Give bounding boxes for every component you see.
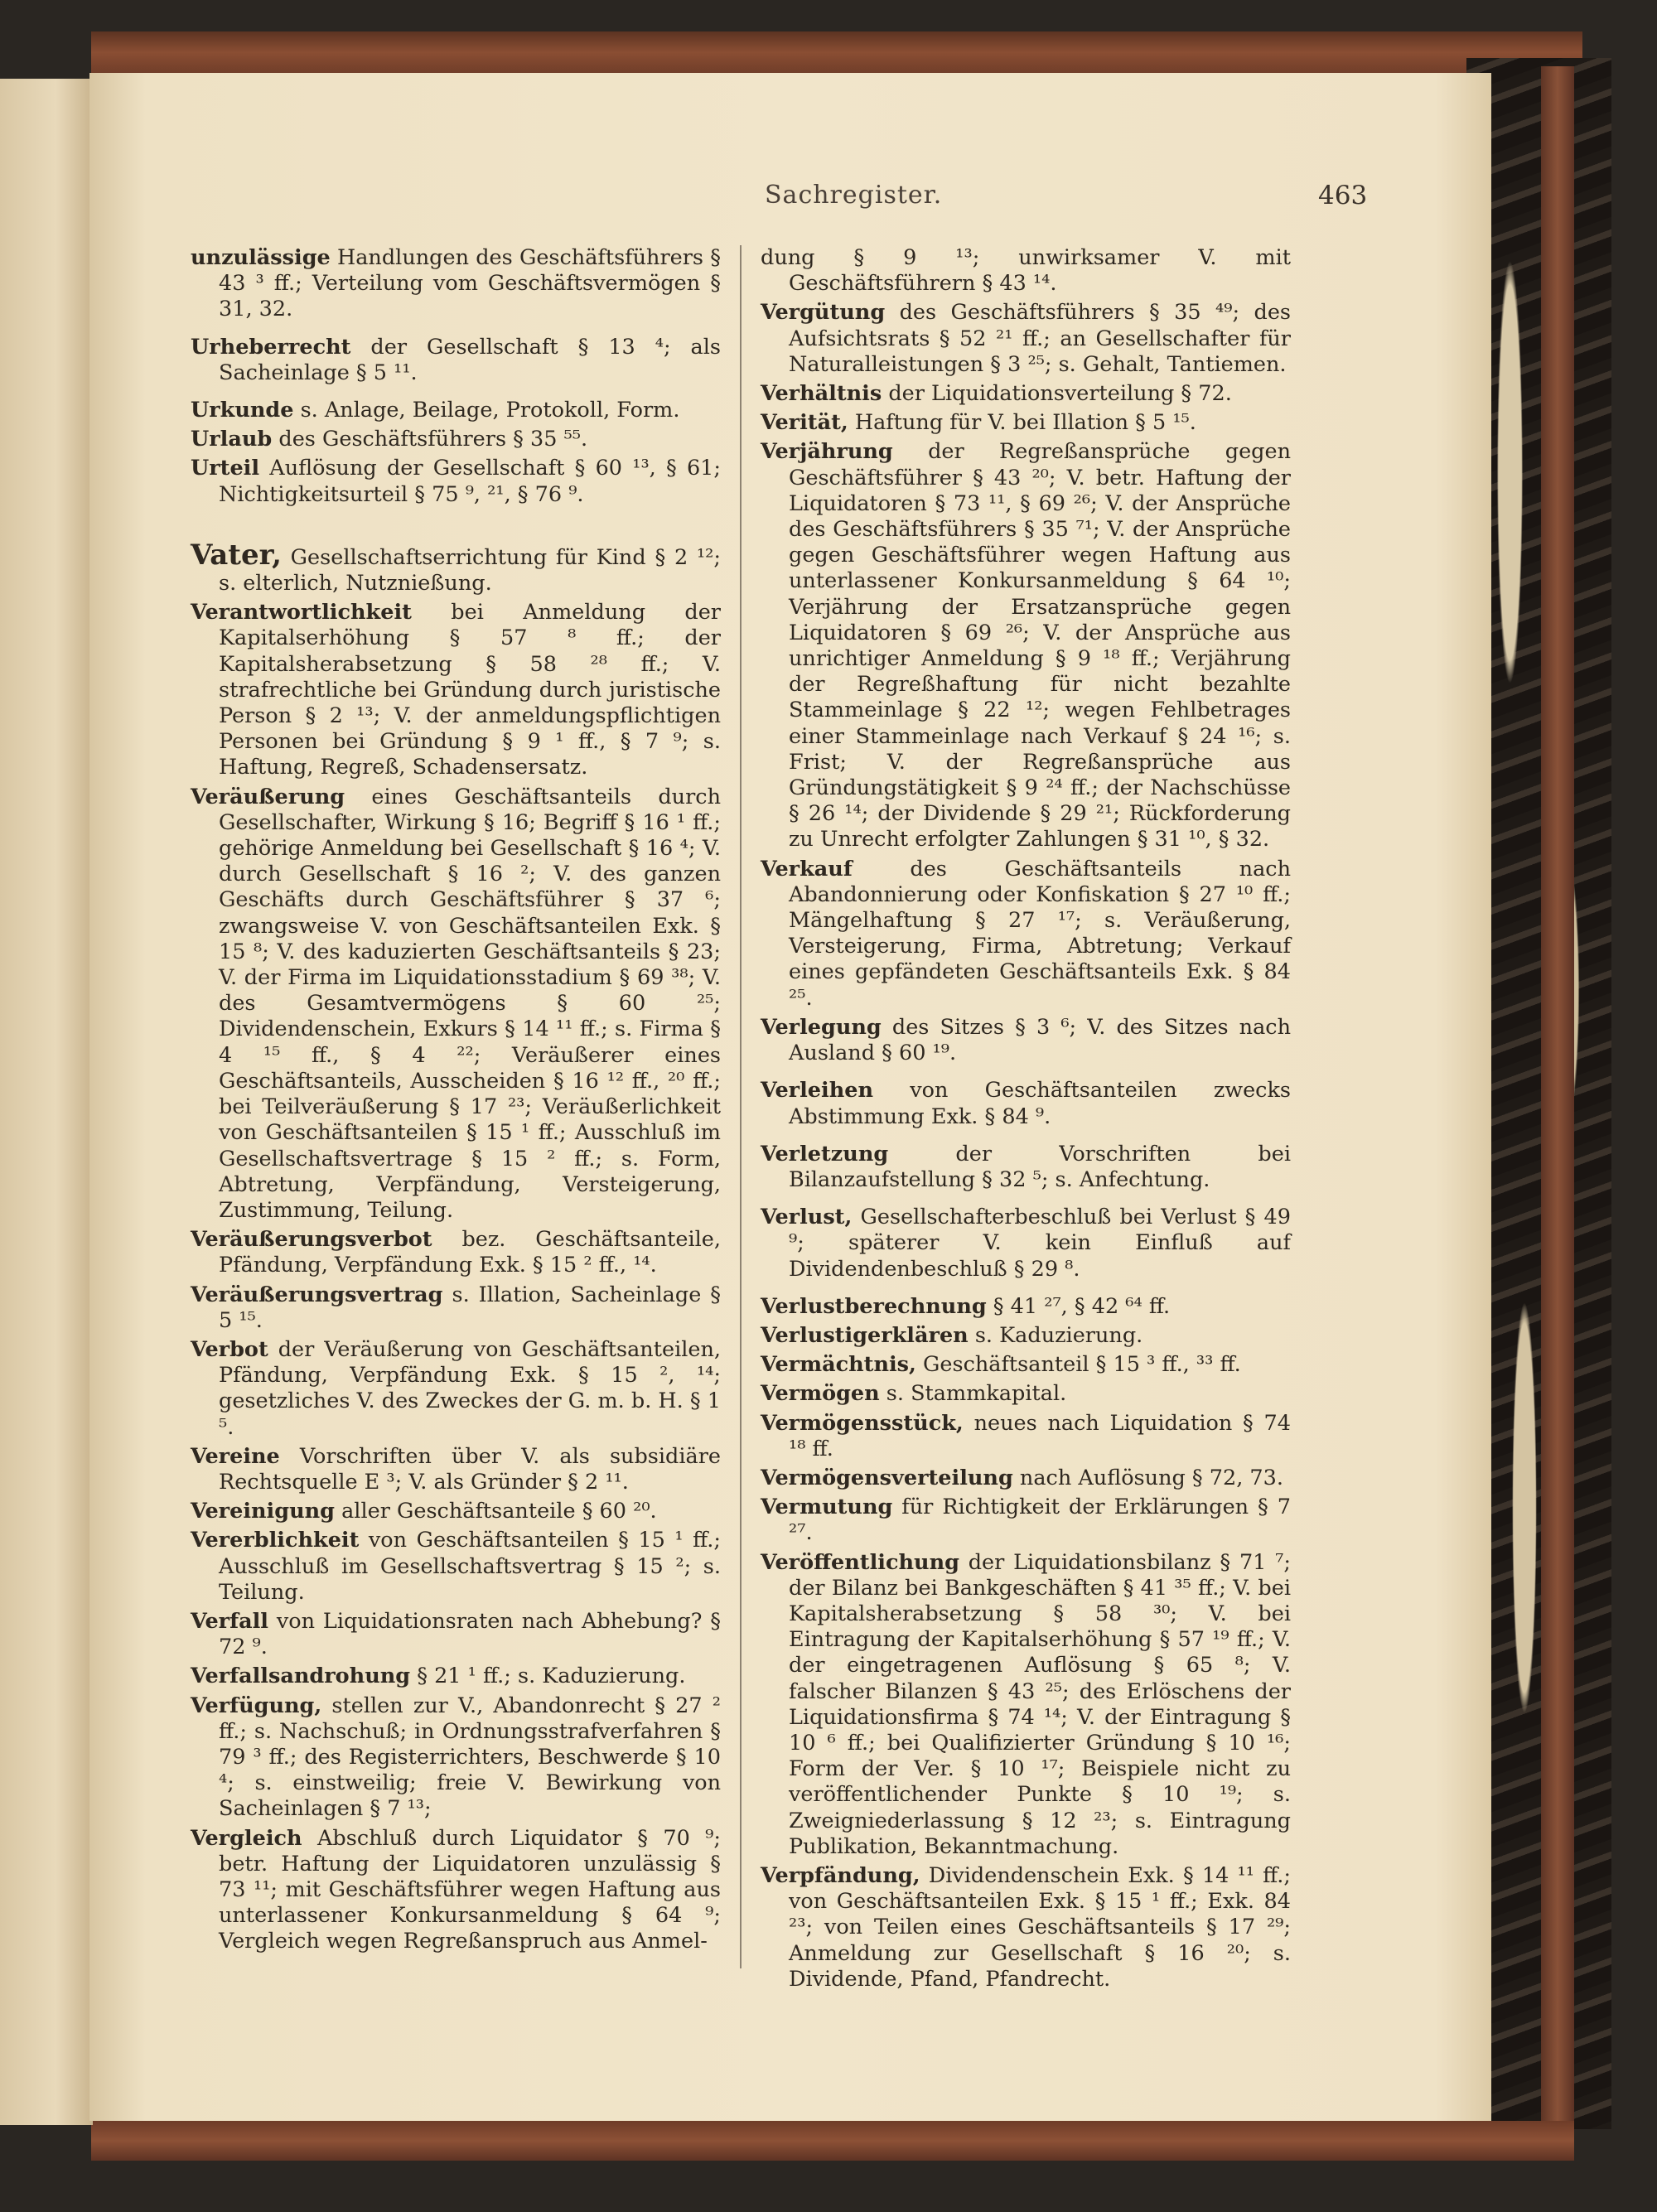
index-references: der Gesellschaft § 13 ⁴; als Sacheinlage § 5 ¹¹.	[219, 334, 721, 385]
index-entry	[191, 398, 721, 423]
index-headword: Vergleich	[191, 1825, 302, 1851]
index-references: stellen zur V., Abandonrecht § 27 ² ff.; s. Nachschuß; in Ordnungsstrafverfahren § 79 ³ ff.; des Registerrichters, Beschwerde § 10 ⁴; s. einstweilig; freie V. Bewirkung von Sacheinlagen § 7 ¹³;	[219, 1693, 721, 1822]
index-headword: Verkauf	[761, 856, 853, 881]
index-references: s. Stammkapital.	[879, 1381, 1067, 1407]
facing-page-edge	[0, 79, 93, 2125]
index-entry	[191, 456, 721, 507]
index-entry	[191, 600, 721, 780]
index-headword: Veräußerung	[191, 784, 345, 809]
index-headword: Urteil	[191, 456, 260, 481]
index-headword: Verfall	[191, 1608, 268, 1634]
index-references: Geschäftsanteil § 15 ³ ff., ³³ ff.	[915, 1352, 1241, 1378]
index-references: nach Auflösung § 72, 73.	[1012, 1465, 1283, 1490]
index-references: neues nach Liquidation § 74 ¹⁸ ff.	[789, 1410, 1291, 1461]
book-binding-bottom	[91, 2121, 1574, 2161]
index-headword: Verhältnis	[761, 381, 882, 407]
index-entry	[191, 785, 721, 1224]
page-header	[89, 174, 1491, 224]
index-headword: Vermögensverteilung	[761, 1465, 1013, 1490]
index-entry	[191, 1499, 721, 1524]
index-entry	[761, 1015, 1291, 1066]
index-headword: Vermutung	[761, 1495, 893, 1520]
index-entry	[191, 1826, 721, 1955]
index-references: eines Geschäftsanteils durch Gesellschafter, Wirkung § 16; Begriff § 16 ¹ ff.; gehörige Anmeldung bei Gesellschaft § 16 ⁴; V. durch Gesellschaft § 16 ²; V. des ganzen Geschäfts durch Geschäftsführer § 37 ⁶; zwangsweise V. von Geschäftsanteilen Exk. § 15 ⁸; V. des kaduzierten Geschäftsanteils § 23; V. der Firma im Liquidationsstadium § 69 ³⁸; V. des Gesamtvermögens § 60 ²⁵; Dividendenschein, Exkurs § 14 ¹¹ ff.; s. Firma § 4 ¹⁵ ff., § 4 ²²; Veräußerer eines Geschäftsanteils, Ausscheiden § 16 ¹² ff., ²⁰ ff.; bei Teilveräußerung § 17 ²³; Veräußerlichkeit von Geschäftsanteilen § 15 ¹ ff.; Ausschluß im Gesellschaftsvertrage § 15 ² ff.; s. Form, Abtretung, Verpfändung, Versteigerung, Zustimmung, Teilung.	[219, 784, 721, 1223]
index-references: des Geschäftsführers § 35 ⁴⁹; des Aufsichtsrats § 52 ²¹ ff.; an Gesellschafter für Naturalleistungen § 3 ²⁵; s. Gehalt, Tantiemen.	[789, 300, 1291, 377]
column-divider	[740, 245, 742, 1968]
index-headword: Verletzung	[761, 1141, 889, 1166]
index-headword: Vereinigung	[191, 1499, 335, 1524]
index-headword: Verjährung	[761, 439, 893, 465]
index-references: Vorschriften über V. als subsidiäre Rechtsquelle E ³; V. als Gründer § 2 ¹¹.	[219, 1443, 721, 1495]
index-entry	[761, 1863, 1291, 1992]
index-headword: Vater,	[191, 538, 282, 572]
index-entry	[761, 245, 1291, 297]
index-entry	[761, 1381, 1291, 1407]
index-entry	[191, 427, 721, 452]
index-headword: Vergütung	[761, 300, 886, 326]
index-headword: Vermögensstück,	[761, 1410, 964, 1436]
index-entry	[761, 857, 1291, 1012]
index-references: s. Illation, Sacheinlage § 5 ¹⁵.	[219, 1282, 721, 1333]
index-references: § 41 ²⁷, § 42 ⁶⁴ ff.	[986, 1293, 1171, 1319]
index-entry	[761, 1466, 1291, 1491]
index-headword: Vereine	[191, 1443, 280, 1469]
index-headword: Urheberrecht	[191, 334, 351, 360]
index-headword: Verfügung,	[191, 1693, 322, 1718]
index-references: Handlungen des Geschäftsführers § 43 ³ ff.; Verteilung vom Geschäftsvermögen § 31, 32.	[219, 245, 721, 322]
index-headword: Urlaub	[191, 427, 273, 452]
index-references: des Geschäftsanteils nach Abandonnierung oder Konfiskation § 27 ¹⁰ ff.; Mängelhaftung § 27 ¹⁷; s. Veräußerung, Versteigerung, Firma, Abtretung; Verkauf eines gepfändeten Geschäftsanteils Exk. § 84 ²⁵.	[789, 856, 1291, 1011]
index-references: der Regreßansprüche gegen Geschäftsführer § 43 ²⁰; V. betr. Haftung der Liquidatoren § 73 ¹¹, § 69 ²⁶; V. der Ansprüche des Geschäftsführers § 35 ⁷¹; V. der Ansprüche gegen Geschäftsführer wegen Haftung aus unterlassener Konkursanmeldung § 64 ¹⁰; Verjährung der Ersatzansprüche gegen Liquidatoren § 69 ²⁶; V. der Ansprüche aus unrichtiger Anmeldung § 9 ¹⁸ ff.; Verjährung der Regreßhaftung für nicht bezahlte Stammeinlage § 22 ¹²; wegen Fehlbetrages einer Stammeinlage nach Verkauf § 24 ¹⁶; s. Frist; V. der Regreßansprüche aus Gründungstätigkeit § 9 ²⁴ ff.; der Nachschüsse § 26 ¹⁴; der Dividende § 29 ²¹; Rückforderung zu Unrecht erfolgter Zahlungen § 31 ¹⁰, § 32.	[789, 439, 1291, 852]
index-headword: Verfallsandrohung	[191, 1664, 411, 1689]
index-entry	[191, 245, 721, 323]
index-entry	[761, 1550, 1291, 1860]
index-references: von Geschäftsanteilen § 15 ¹ ff.; Ausschluß im Gesellschaftsvertrag § 15 ²; s. Teilung.	[219, 1528, 721, 1605]
leather-spine-edge	[1541, 66, 1574, 2121]
index-entry	[761, 439, 1291, 852]
index-entry	[761, 381, 1291, 407]
index-references: der Liquidationsbilanz § 71 ⁷; der Bilanz bei Bankgeschäften § 41 ³⁵ ff.; V. bei Kapitalsherabsetzung § 58 ³⁰; V. bei Eintragung der Kapitalserhöhung § 57 ¹⁹ ff.; V. der eingetragenen Auflösung § 65 ⁸; V. falscher Bilanzen § 43 ²⁵; des Erlöschens der Liquidationsfirma § 74 ¹⁴; V. der Eintragung § 10 ⁶ ff.; bei Qualifizierter Gründung § 10 ¹⁶; Form der Ver. § 10 ¹⁷; Beispiele nicht zu veröffentlichender Punkte § 10 ¹⁹; s. Zweigniederlassung § 12 ²³; s. Eintragung Publikation, Bekanntmachung.	[789, 1549, 1291, 1859]
index-headword: Verlustigerklären	[761, 1322, 969, 1348]
index-entry	[191, 1609, 721, 1660]
index-column-left	[191, 245, 721, 1958]
index-entry	[191, 1528, 721, 1606]
index-references: der Veräußerung von Geschäftsanteilen, Pfändung, Verpfändung Exk. § 15 ², ¹⁴; gesetzliches V. des Zweckes der G. m. b. H. § 1 ⁵.	[219, 1336, 721, 1440]
index-headword: Verantwortlichkeit	[191, 600, 412, 625]
index-references: Gesellschafterbeschluß bei Verlust § 49 ⁹; späterer V. kein Einfluß auf Dividendenbeschluß § 29 ⁸.	[789, 1205, 1291, 1282]
index-entry	[191, 1282, 721, 1334]
index-headword: Verpfändung,	[761, 1862, 920, 1888]
index-entry	[761, 1323, 1291, 1349]
index-entry	[761, 1495, 1291, 1546]
index-headword: Verlust,	[761, 1205, 853, 1230]
index-headword: Vermächtnis,	[761, 1352, 916, 1378]
index-references: Haftung für V. bei Illation § 5 ¹⁵.	[848, 410, 1196, 436]
index-entry	[761, 300, 1291, 378]
index-references: von Liquidationsraten nach Abhebung? § 72 ⁹.	[219, 1608, 721, 1660]
index-references: bez. Geschäftsanteile, Pfändung, Verpfändung Exk. § 15 ² ff., ¹⁴.	[219, 1227, 721, 1278]
page-number: 463	[1318, 181, 1368, 210]
index-references: bei Anmeldung der Kapitalserhöhung § 57 ⁸ ff.; der Kapitalsherabsetzung § 58 ²⁸ ff.; V. strafrechtliche bei Gründung durch juristische Person § 2 ¹³; V. der anmeldungspflichtigen Personen bei Gründung § 9 ¹ ff., § 7 ⁹; s. Haftung, Regreß, Schadensersatz.	[219, 600, 721, 780]
index-headword: Verlustberechnung	[761, 1293, 987, 1319]
index-references: § 21 ¹ ff.; s. Kaduzierung.	[410, 1664, 686, 1689]
index-references: Dividendenschein Exk. § 14 ¹¹ ff.; von Geschäftsanteilen Exk. § 15 ¹ ff.; Exk. 84 ²³; von Teilen eines Geschäftsanteils § 17 ²⁹; Anmeldung zur Gesellschaft § 16 ²⁰; s. Dividende, Pfand, Pfandrecht.	[789, 1862, 1291, 1992]
index-entry	[761, 1294, 1291, 1320]
index-entry	[191, 1337, 721, 1441]
index-entry	[191, 1664, 721, 1689]
index-references: Auflösung der Gesellschaft § 60 ¹³, § 61; Nichtigkeitsurteil § 75 ⁹, ²¹, § 76 ⁹.	[219, 456, 721, 507]
index-references: dung § 9 ¹³; unwirksamer V. mit Geschäftsführern § 43 ¹⁴.	[761, 245, 1291, 297]
index-entry	[191, 538, 721, 596]
index-references: der Liquidationsverteilung § 72.	[882, 381, 1232, 407]
index-references: für Richtigkeit der Erklärungen § 7 ²⁷.	[789, 1495, 1291, 1546]
index-headword: Verleihen	[761, 1078, 874, 1104]
index-references: des Geschäftsführers § 35 ⁵⁵.	[272, 427, 588, 452]
index-headword: Vererblichkeit	[191, 1528, 360, 1553]
index-entry	[761, 1078, 1291, 1129]
index-headword: Verlegung	[761, 1014, 882, 1040]
index-references: aller Geschäftsanteile § 60 ²⁰.	[334, 1499, 657, 1524]
running-title: Sachregister.	[765, 181, 943, 210]
index-headword: Veräußerungsvertrag	[191, 1282, 443, 1307]
index-headword: Vermögen	[761, 1381, 880, 1407]
index-entry	[191, 1693, 721, 1823]
index-headword: Verbot	[191, 1336, 268, 1362]
index-entry	[761, 1352, 1291, 1378]
index-column-right	[761, 245, 1291, 1996]
index-entry	[761, 1411, 1291, 1462]
index-headword: Veräußerungsverbot	[191, 1227, 432, 1253]
index-headword: unzulässige	[191, 245, 331, 270]
index-references: s. Anlage, Beilage, Protokoll, Form.	[293, 398, 680, 423]
book-binding-top	[91, 31, 1582, 78]
index-entry	[191, 1444, 721, 1495]
index-entry	[761, 1142, 1291, 1193]
index-entry	[761, 1205, 1291, 1282]
index-entry	[191, 1227, 721, 1278]
index-headword: Veröffentlichung	[761, 1549, 959, 1575]
index-headword: Verität,	[761, 410, 848, 436]
index-references: des Sitzes § 3 ⁶; V. des Sitzes nach Ausland § 60 ¹⁹.	[789, 1014, 1291, 1066]
index-references: s. Kaduzierung.	[968, 1322, 1143, 1348]
index-headword: Urkunde	[191, 398, 294, 423]
index-entry	[761, 410, 1291, 436]
index-references: von Geschäftsanteilen zwecks Abstimmung Exk. § 84 ⁹.	[789, 1078, 1291, 1129]
index-references: der Vorschriften bei Bilanzaufstellung § 32 ⁵; s. Anfechtung.	[789, 1141, 1291, 1192]
index-entry	[191, 335, 721, 386]
index-references: Abschluß durch Liquidator § 70 ⁹; betr. Haftung der Liquidatoren unzulässig § 73 ¹¹; mit Geschäftsführer wegen Haftung aus unterlassener Konkursanmeldung § 64 ⁹; Vergleich wegen Regreßanspruch aus Anmel-	[219, 1825, 721, 1954]
index-references: Gesellschaftserrichtung für Kind § 2 ¹²; s. elterlich, Nutznießung.	[219, 544, 721, 596]
